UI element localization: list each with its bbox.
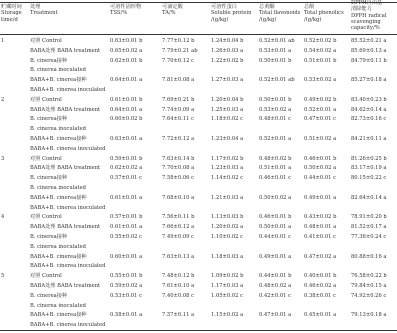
cell-value: 82.64±0.14 a bbox=[351, 194, 387, 201]
cell-value: 7.49±0.09 c bbox=[162, 234, 195, 240]
cell-value: 85.69±0.13 a bbox=[351, 47, 387, 54]
cell-value: 0.40±0.01 b bbox=[304, 273, 337, 280]
cell-storage-time: 2 bbox=[1, 96, 5, 103]
cell-value: 85.27±0.18 a bbox=[351, 77, 387, 84]
cell-value: 0.52±0.01 a bbox=[259, 136, 292, 142]
cell-treatment: BABA+B. cinerea inoculated bbox=[30, 263, 106, 270]
cell-treatment: B. cinerea接种 bbox=[30, 234, 68, 240]
cell-treatment: B. cinerea接种 bbox=[30, 175, 68, 182]
cell-treatment: BABA处理 BABA treatment bbox=[30, 165, 101, 172]
cell-value: 1.24±0.04 b bbox=[211, 38, 244, 44]
cell-value: 1.10±0.02 c bbox=[211, 234, 244, 240]
cell-value: 7.74±0.09 a bbox=[162, 106, 195, 113]
cell-value: 1.14±0.02 c bbox=[211, 175, 244, 182]
cell-value: 0.44±0.01 c bbox=[304, 175, 337, 182]
table-row bbox=[0, 193, 397, 203]
cell-value: 1.17±0.02 b bbox=[211, 155, 244, 162]
table-row bbox=[0, 212, 397, 222]
cell-treatment: BABA处理 BABA treatment bbox=[30, 47, 101, 54]
cell-value: 0.48±0.02 a bbox=[259, 283, 292, 289]
cell-value: 7.40±0.08 c bbox=[162, 292, 195, 299]
cell-storage-time: 5 bbox=[1, 273, 5, 280]
cell-value: 0.50±0.02 a bbox=[304, 165, 337, 172]
cell-value: 1.27±0.03 a bbox=[211, 77, 244, 84]
cell-value: 0.49±0.01 a bbox=[304, 194, 337, 201]
cell-value: 7.72±0.12 a bbox=[162, 136, 195, 142]
cell-value: 0.43±0.02 b bbox=[304, 214, 337, 221]
table-row bbox=[0, 65, 397, 75]
cell-value: 7.81±0.08 a bbox=[162, 77, 195, 84]
cell-value: 0.48±0.01 a bbox=[304, 224, 337, 231]
cell-value: 81.52±0.17 a bbox=[351, 224, 387, 231]
cell-value: 7.61±0.10 a bbox=[162, 283, 195, 289]
cell-treatment: BABA+B. cinerea接种 bbox=[30, 77, 87, 84]
cell-treatment: 对照 Control bbox=[30, 96, 62, 103]
table-row bbox=[0, 114, 397, 124]
cell-treatment: BABA+B. cinerea接种 bbox=[30, 312, 87, 319]
cell-value: 0.64±0.01 a bbox=[110, 106, 143, 113]
table-row bbox=[0, 232, 397, 242]
cell-storage-time: 4 bbox=[1, 214, 5, 221]
cell-value: 7.64±0.11 c bbox=[162, 116, 195, 123]
table-row bbox=[0, 242, 397, 252]
cell-value: 0.60±0.02 b bbox=[110, 116, 143, 123]
cell-treatment: B. cinerea inoculated bbox=[30, 67, 86, 74]
cell-treatment: B. cinerea接种 bbox=[30, 116, 68, 123]
table-row bbox=[0, 144, 397, 154]
cell-value: 0.59±0.01 b bbox=[110, 155, 143, 162]
table-row bbox=[0, 124, 397, 134]
cell-value: 0.52±0.01 a bbox=[304, 106, 337, 113]
cell-storage-time: 3 bbox=[1, 155, 5, 162]
cell-value: 1.18±0.03 a bbox=[211, 253, 244, 260]
header-tss: 可溶性固形物 TSS/% bbox=[110, 4, 142, 17]
cell-treatment: B. cinerea inoculated bbox=[30, 243, 86, 250]
table-row bbox=[0, 154, 397, 164]
cell-value: 0.52±0.01 ab bbox=[259, 77, 295, 84]
cell-value: 84.21±0.11 a bbox=[351, 136, 387, 142]
cell-value: 1.26±0.03 a bbox=[211, 47, 244, 54]
cell-value: 0.54±0.02 a bbox=[304, 47, 337, 54]
cell-value: 0.58±0.01 a bbox=[110, 312, 143, 319]
header-treatment: 处理 Treatment bbox=[30, 4, 58, 17]
table-row bbox=[0, 75, 397, 85]
cell-value: 0.53±0.02 a bbox=[259, 106, 292, 113]
cell-treatment: B. cinerea接种 bbox=[30, 292, 68, 299]
cell-treatment: 对照 Control bbox=[30, 273, 62, 280]
cell-treatment: BABA+B. cinerea inoculated bbox=[30, 145, 106, 152]
cell-value: 0.48±0.01 c bbox=[259, 116, 292, 123]
table-row bbox=[0, 310, 397, 320]
cell-value: 7.63±0.13 a bbox=[162, 253, 195, 260]
cell-value: 0.51±0.01 b bbox=[304, 57, 337, 64]
table-row bbox=[0, 36, 397, 46]
cell-treatment: BABA处理 BABA treatment bbox=[30, 283, 101, 289]
table-row bbox=[0, 271, 397, 281]
cell-value: 0.65±0.02 a bbox=[110, 47, 143, 54]
cell-value: 0.53±0.01 c bbox=[110, 292, 143, 299]
cell-value: 7.66±0.12 a bbox=[162, 224, 195, 231]
cell-value: 0.57±0.01 b bbox=[110, 214, 143, 221]
cell-value: 1.09±0.02 b bbox=[211, 273, 244, 280]
cell-value: 81.26±0.25 b bbox=[351, 155, 387, 162]
cell-treatment: BABA+B. cinerea接种 bbox=[30, 253, 87, 260]
cell-value: 80.88±0.16 a bbox=[351, 253, 387, 260]
cell-value: 84.62±0.14 a bbox=[351, 106, 387, 113]
cell-value: 7.63±0.14 b bbox=[162, 155, 195, 162]
cell-value: 0.49±0.02 b bbox=[304, 96, 337, 103]
cell-value: 7.70±0.08 a bbox=[162, 165, 195, 172]
cell-value: 80.15±0.22 c bbox=[351, 175, 387, 182]
cell-treatment: BABA+B. cinerea inoculated bbox=[30, 204, 106, 211]
cell-value: 0.50±0.01 b bbox=[259, 96, 292, 103]
cell-treatment: 对照 Control bbox=[30, 214, 62, 221]
cell-value: 0.49±0.01 a bbox=[259, 253, 292, 260]
table-row bbox=[0, 173, 397, 183]
cell-value: 0.51±0.02 a bbox=[304, 136, 337, 142]
cell-value: 0.50±0.01 b bbox=[259, 57, 292, 64]
cell-value: 0.63±0.01 b bbox=[110, 38, 143, 44]
cell-treatment: BABA+B. cinerea inoculated bbox=[30, 322, 106, 329]
cell-value: 1.21±0.03 a bbox=[211, 194, 244, 201]
cell-value: 7.56±0.11 b bbox=[162, 214, 195, 221]
cell-value: 0.44±0.01 c bbox=[259, 234, 292, 240]
cell-treatment: BABA+B. cinerea inoculated bbox=[30, 87, 106, 93]
cell-value: 76.58±0.22 b bbox=[351, 273, 387, 280]
header-soluble-protein: 可溶性蛋白 Soluble protein /(g/kg) bbox=[211, 4, 252, 23]
header-dpph: DPPH自由基 清除能力 DPPH radical scavenging capacity/% bbox=[351, 0, 387, 32]
cell-value: 7.77±0.12 b bbox=[162, 38, 195, 44]
table-row bbox=[0, 261, 397, 271]
cell-value: 0.38±0.01 c bbox=[304, 292, 337, 299]
table-row bbox=[0, 291, 397, 301]
cell-value: 79.84±0.15 a bbox=[351, 283, 387, 289]
cell-value: 0.61±0.01 a bbox=[110, 194, 143, 201]
cell-value: 0.52±0.02 b bbox=[304, 38, 337, 44]
header-total-flavonoids: 总黄酮 Total flavonoids /(g/kg) bbox=[259, 4, 301, 23]
cell-value: 0.44±0.01 b bbox=[259, 273, 292, 280]
cell-value: 77.36±0.24 c bbox=[351, 234, 387, 240]
cell-value: 0.62±0.02 a bbox=[110, 165, 143, 172]
cell-value: 74.92±0.26 c bbox=[351, 292, 387, 299]
table-top-rule bbox=[0, 2, 397, 3]
cell-value: 0.59±0.02 a bbox=[110, 283, 143, 289]
table-row bbox=[0, 134, 397, 144]
cell-value: 0.41±0.01 c bbox=[304, 234, 337, 240]
table-row bbox=[0, 222, 397, 232]
cell-value: 0.45±0.01 a bbox=[304, 312, 337, 319]
cell-value: 0.61±0.01 a bbox=[110, 224, 143, 231]
cell-value: 0.53±0.02 a bbox=[304, 77, 337, 84]
cell-value: 82.73±0.16 c bbox=[351, 116, 387, 123]
cell-value: 0.61±0.01 b bbox=[110, 96, 143, 103]
cell-treatment: B. cinerea inoculated bbox=[30, 126, 86, 133]
cell-value: 7.79±0.21 ab bbox=[162, 47, 198, 54]
cell-value: 0.63±0.01 a bbox=[110, 136, 143, 142]
cell-treatment: 对照 Control bbox=[30, 38, 62, 44]
cell-value: 7.48±0.12 b bbox=[162, 273, 195, 280]
cell-value: 83.40±0.23 b bbox=[351, 96, 387, 103]
cell-value: 0.47±0.01 c bbox=[304, 116, 337, 123]
table-row bbox=[0, 105, 397, 115]
cell-storage-time: 1 bbox=[1, 38, 5, 44]
cell-value: 0.48±0.02 b bbox=[259, 155, 292, 162]
cell-value: 0.53±0.01 a bbox=[259, 47, 292, 54]
table-row bbox=[0, 95, 397, 105]
cell-value: 1.23±0.04 a bbox=[211, 136, 244, 142]
table-row bbox=[0, 183, 397, 193]
cell-treatment: B. cinerea inoculated bbox=[30, 185, 86, 191]
cell-value: 1.20±0.04 b bbox=[211, 96, 244, 103]
cell-value: 7.70±0.12 c bbox=[162, 57, 195, 64]
cell-value: 1.18±0.02 c bbox=[211, 116, 244, 123]
table-bottom-rule bbox=[0, 330, 397, 331]
cell-value: 0.64±0.01 a bbox=[110, 77, 143, 84]
cell-treatment: BABA处理 BABA treatment bbox=[30, 224, 101, 231]
cell-value: 0.46±0.02 a bbox=[304, 283, 337, 289]
header-ta: 可滴定酸 TA/% bbox=[162, 4, 183, 17]
cell-treatment: BABA+B. cinerea接种 bbox=[30, 136, 87, 142]
cell-treatment: BABA+B. cinerea接种 bbox=[30, 194, 87, 201]
cell-value: 1.17±0.03 a bbox=[211, 283, 244, 289]
cell-treatment: 对照 Control bbox=[30, 155, 62, 162]
cell-value: 0.46±0.01 b bbox=[259, 214, 292, 221]
table-row bbox=[0, 252, 397, 262]
cell-value: 1.15±0.02 a bbox=[211, 312, 244, 319]
cell-value: 0.62±0.01 b bbox=[110, 57, 143, 64]
table-row bbox=[0, 320, 397, 330]
cell-value: 0.55±0.01 b bbox=[110, 273, 143, 280]
table-row bbox=[0, 203, 397, 213]
table-row bbox=[0, 85, 397, 95]
cell-value: 1.22±0.02 b bbox=[211, 57, 244, 64]
table-row bbox=[0, 163, 397, 173]
cell-value: 0.57±0.01 c bbox=[110, 175, 143, 182]
cell-treatment: BABA处理 BABA treatment bbox=[30, 106, 101, 113]
table-row bbox=[0, 301, 397, 311]
table-row bbox=[0, 46, 397, 56]
cell-value: 79.13±0.18 a bbox=[351, 312, 387, 319]
cell-value: 0.47±0.02 a bbox=[304, 253, 337, 260]
cell-value: 1.20±0.02 a bbox=[211, 224, 244, 231]
cell-value: 83.17±0.19 a bbox=[351, 165, 387, 172]
cell-value: 78.91±0.20 b bbox=[351, 214, 387, 221]
cell-value: 0.42±0.01 c bbox=[259, 292, 292, 299]
cell-value: 1.05±0.02 c bbox=[211, 292, 244, 299]
cell-value: 7.58±0.06 c bbox=[162, 175, 195, 182]
cell-value: 7.57±0.11 a bbox=[162, 312, 195, 319]
cell-value: 85.52±0.21 a bbox=[351, 38, 387, 44]
cell-value: 1.25±0.03 a bbox=[211, 106, 244, 113]
cell-value: 0.46±0.01 c bbox=[259, 175, 292, 182]
cell-value: 0.50±0.02 a bbox=[259, 194, 292, 201]
cell-value: 0.55±0.02 c bbox=[110, 234, 143, 240]
cell-treatment: B. cinerea接种 bbox=[30, 57, 68, 64]
table-row bbox=[0, 56, 397, 66]
header-total-phenolics: 总酚 Total phenolics /(g/kg) bbox=[304, 4, 344, 23]
cell-value: 0.60±0.01 a bbox=[110, 253, 143, 260]
cell-value: 0.52±0.01 ab bbox=[259, 38, 295, 44]
cell-value: 0.51±0.01 a bbox=[259, 165, 292, 172]
cell-value: 84.79±0.11 b bbox=[351, 57, 387, 64]
cell-value: 0.50±0.01 a bbox=[259, 224, 292, 231]
table-header-rule bbox=[0, 34, 397, 35]
table-row bbox=[0, 281, 397, 291]
cell-value: 7.68±0.10 a bbox=[162, 194, 195, 201]
cell-value: 0.46±0.01 b bbox=[304, 155, 337, 162]
cell-value: 1.13±0.03 b bbox=[211, 214, 244, 221]
cell-value: 7.69±0.21 b bbox=[162, 96, 195, 103]
cell-treatment: B. cinerea inoculated bbox=[30, 302, 86, 309]
header-storage-time: 贮藏时间 Storage time/d bbox=[1, 4, 22, 23]
cell-value: 0.47±0.01 a bbox=[259, 312, 292, 319]
cell-value: 1.23±0.03 a bbox=[211, 165, 244, 172]
